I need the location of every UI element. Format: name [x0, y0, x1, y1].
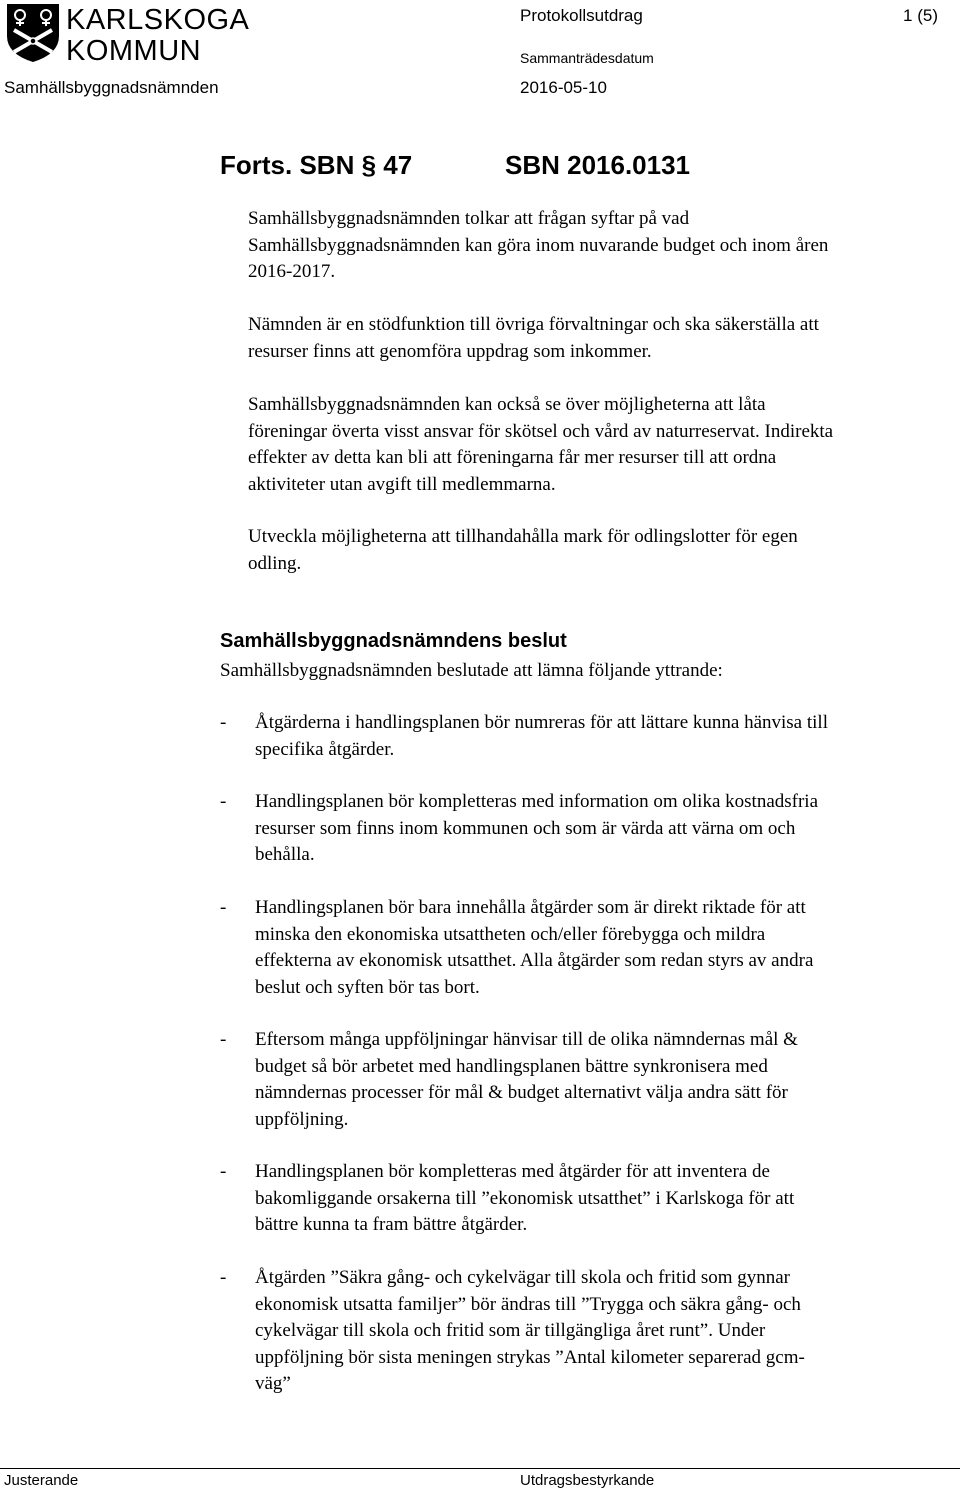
decision-intro: Samhällsbyggnadsnämnden beslutade att lämna följande yttrande:	[220, 660, 723, 681]
text-line: ekonomisk utsatta familjer” bör ändras till ”Trygga och säkra gång- och	[255, 1293, 801, 1315]
meeting-date-label: Sammanträdesdatum	[520, 50, 654, 66]
dash-marker: -	[220, 1267, 227, 1288]
text-line: specifika åtgärder.	[255, 738, 395, 760]
text-line: föreningar överta visst ansvar för skötsel och vård av naturreservat. Indirekta	[248, 420, 834, 442]
text-line: minska den ekonomiska utsattheten och/eller förebygga och mildra	[255, 923, 766, 945]
text-line: 2016-2017.	[248, 261, 336, 282]
paragraph-allotments	[248, 524, 948, 577]
text-line: väg”	[255, 1373, 291, 1394]
text-line: Åtgärden ”Säkra gång- och cykelvägar till skola och fritid som gynnar	[255, 1267, 790, 1288]
text-line: Utveckla möjligheterna att tillhandahålla mark för odlingslotter för egen	[248, 526, 798, 547]
signer-label: Justerande	[4, 1472, 79, 1489]
section-heading	[220, 150, 691, 181]
text-line: uppföljning bör sista meningen strykas ”Antal kilometer separerad gcm-	[255, 1346, 805, 1368]
paragraph-associations	[248, 392, 948, 498]
text-line: Handlingsplanen bör kompletteras med information om olika kostnadsfria	[255, 791, 819, 812]
text-line: budget så bör arbetet med handlingsplanen bättre synkronisera med	[255, 1055, 768, 1077]
footer-divider	[0, 1468, 960, 1469]
dash-marker: -	[220, 897, 227, 918]
logo-text-line1: KARLSKOGA	[66, 4, 250, 36]
text-line: Handlingsplanen bör kompletteras med åtgärder för att inventera de	[255, 1161, 770, 1182]
karlskoga-coat-of-arms-logo	[4, 2, 62, 64]
text-line: Handlingsplanen bör bara innehålla åtgärder som är direkt riktade för att	[255, 897, 806, 918]
text-line: uppföljning.	[255, 1108, 349, 1130]
text-line: effekterna av ekonomisk utsatthet. Alla åtgärder som redan styrs av andra	[255, 950, 814, 971]
paragraph-interpretation	[248, 206, 948, 286]
committee-name: Samhällsbyggnadsnämnden	[4, 78, 219, 97]
text-line: resurser finns att genomföra uppdrag som inkommer.	[248, 340, 652, 362]
extract-certification-label: Utdragsbestyrkande	[520, 1472, 655, 1489]
text-line: resurser som finns inom kommunen och som är värda att värna om och	[255, 817, 796, 839]
dash-marker: -	[220, 791, 227, 812]
text-line: Samhällsbyggnadsnämnden tolkar att frågan syftar på vad	[248, 208, 690, 229]
text-line: Eftersom många uppföljningar hänvisar till de olika nämndernas mål &	[255, 1029, 798, 1050]
logo-text-line2: KOMMUN	[66, 35, 202, 67]
dash-marker: -	[220, 712, 227, 733]
paragraph-support-function	[248, 312, 948, 365]
text-line: nämndernas processer för mål & budget alternativt välja andra sätt för	[255, 1082, 788, 1103]
page-number: 1 (5)	[903, 6, 938, 25]
text-line: bättre kunna ta fram bättre åtgärder.	[255, 1214, 528, 1235]
text-line: Samhällsbyggnadsnämnden kan också se över möjligheterna att låta	[248, 394, 766, 415]
text-line: bakomliggande orsakerna till ”ekonomisk utsatthet” i Karlskoga för att	[255, 1187, 795, 1209]
dash-marker: -	[220, 1029, 227, 1050]
text-line: Samhällsbyggnadsnämnden kan göra inom nuvarande budget och inom åren	[248, 234, 829, 256]
text-line: effekter av detta kan bli att föreningarna får mer resurser till att ordna	[248, 447, 777, 468]
decision-title: Samhällsbyggnadsnämndens beslut	[220, 630, 567, 652]
document-type: Protokollsutdrag	[520, 6, 643, 25]
text-line: Nämnden är en stödfunktion till övriga förvaltningar och ska säkerställa att	[248, 314, 819, 335]
text-line: beslut och syften bör tas bort.	[255, 976, 480, 998]
meeting-date: 2016-05-10	[520, 78, 607, 97]
text-line: cykelvägar till skola och fritid som är tillgängliga året runt”. Under	[255, 1320, 766, 1341]
text-line: odling.	[248, 552, 302, 574]
dash-marker: -	[220, 1161, 227, 1182]
text-line: Åtgärderna i handlingsplanen bör numreras för att lättare kunna hänvisa till	[255, 712, 828, 733]
text-line: behålla.	[255, 844, 315, 865]
case-number: SBN 2016.0131	[505, 150, 691, 180]
paragraph-reference: Forts. SBN § 47	[220, 150, 413, 180]
text-line: aktiviteter utan avgift till medlemmarna.	[248, 473, 556, 495]
